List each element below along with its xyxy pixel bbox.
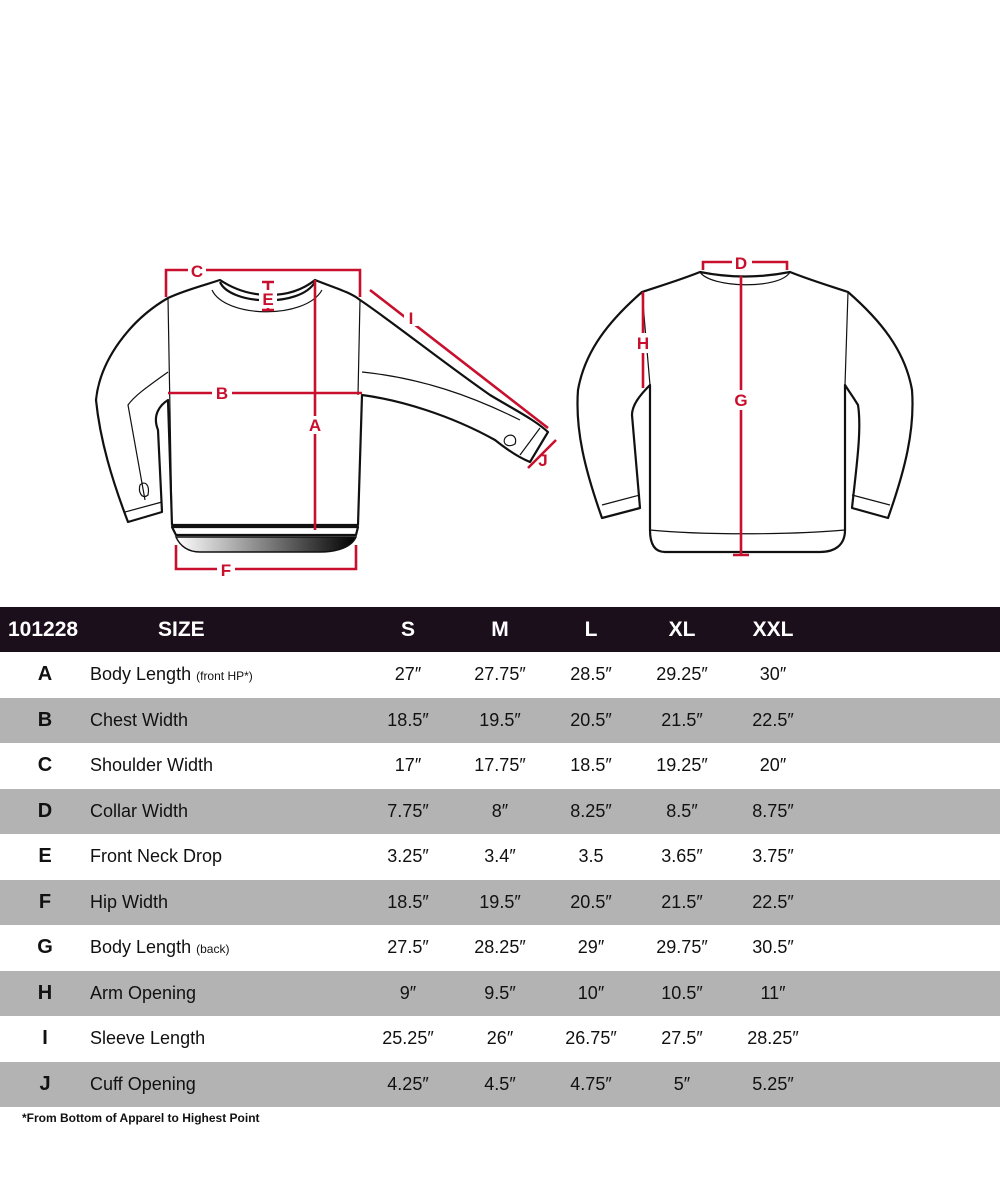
table-header (0, 607, 1000, 652)
table-row (0, 743, 1000, 789)
row-measurement (90, 1016, 205, 1062)
row-value: 3.4″ (484, 846, 516, 866)
row-letter: A (37, 663, 53, 685)
row-letter: I (42, 1027, 48, 1049)
footnote: *From Bottom of Apparel to Highest Point (22, 1111, 260, 1125)
measurement-lines (166, 262, 787, 569)
garment-diagram (0, 240, 1000, 585)
row-letter: D (37, 799, 53, 822)
row-value: 10″ (577, 982, 605, 1003)
row-value: 30″ (759, 664, 787, 684)
row-value: 10.5″ (661, 982, 703, 1003)
row-measurement (90, 925, 229, 973)
row-value: 8″ (491, 800, 509, 821)
measurement-note: (front HP*) (196, 669, 253, 683)
row-value: 29.75″ (656, 937, 708, 957)
row-value: 3.75″ (752, 846, 794, 866)
measurement-name: Front Neck Drop (90, 846, 223, 866)
style-number: 101228 (8, 618, 79, 641)
row-value: 4.25″ (387, 1073, 429, 1094)
row-measurement (90, 698, 188, 744)
row-value: 30.5″ (752, 937, 794, 957)
row-value: 5.25″ (752, 1073, 794, 1094)
measurement-name: Arm Opening (90, 982, 197, 1003)
label-d: D (734, 254, 748, 273)
row-value: 20.5″ (570, 709, 612, 730)
label-f: F (220, 561, 232, 580)
front-hem (172, 527, 358, 535)
table-row (0, 880, 1000, 926)
table-body (0, 652, 1000, 1107)
row-value: 4.75″ (570, 1073, 612, 1094)
row-value: 25.25″ (382, 1028, 434, 1048)
row-value: 3.65″ (661, 846, 703, 866)
measurement-name: Sleeve Length (90, 1028, 206, 1048)
size-col-xxl: XXL (752, 618, 794, 641)
table-row (0, 1016, 1000, 1062)
row-letter: C (37, 754, 53, 776)
measurement-name: Body Length (90, 664, 192, 684)
row-measurement (90, 971, 196, 1017)
row-value: 3.25″ (387, 846, 429, 866)
label-e: E (262, 290, 274, 309)
row-value: 27″ (394, 664, 422, 684)
row-value: 19.5″ (479, 891, 521, 912)
size-chart-table (0, 607, 1000, 1107)
row-value: 9.5″ (484, 982, 516, 1003)
measurement-name: Cuff Opening (90, 1073, 196, 1094)
row-value: 26″ (486, 1028, 514, 1048)
row-measurement (90, 789, 188, 835)
row-value: 19.5″ (479, 709, 521, 730)
measurement-name: Shoulder Width (90, 755, 214, 775)
label-b: B (215, 384, 229, 403)
size-header-label: SIZE (158, 618, 205, 641)
row-value: 28.25″ (747, 1028, 799, 1048)
row-value: 20″ (759, 755, 787, 775)
table-row (0, 1062, 1000, 1108)
row-measurement (90, 880, 168, 926)
row-value: 20.5″ (570, 891, 612, 912)
row-letter: B (37, 708, 53, 731)
row-value: 18.5″ (387, 709, 429, 730)
table-row (0, 652, 1000, 698)
size-col-s: S (400, 618, 415, 641)
row-value: 3.5 (578, 846, 604, 866)
row-measurement (90, 1062, 196, 1108)
row-value: 21.5″ (661, 709, 703, 730)
garment-svg (0, 240, 1000, 585)
row-letter: H (37, 981, 53, 1004)
row-value: 17″ (394, 755, 422, 775)
row-measurement (90, 834, 222, 880)
row-value: 4.5″ (484, 1073, 516, 1094)
label-g: G (734, 391, 748, 410)
row-measurement (90, 652, 253, 700)
size-col-m: M (491, 618, 509, 641)
measurement-note: (back) (196, 942, 230, 956)
label-i: I (408, 309, 414, 328)
row-value: 22.5″ (752, 709, 794, 730)
row-letter: F (38, 890, 52, 913)
row-value: 9″ (399, 982, 417, 1003)
label-c: C (190, 262, 204, 281)
row-value: 27.75″ (474, 664, 526, 684)
back-view (577, 272, 912, 552)
label-j: J (538, 451, 548, 470)
table-row (0, 834, 1000, 880)
size-col-xl: XL (668, 618, 696, 641)
row-letter: J (39, 1072, 51, 1095)
size-col-l: L (584, 618, 598, 641)
measurement-name: Chest Width (90, 709, 189, 730)
row-letter: G (37, 936, 53, 958)
row-value: 28.5″ (570, 664, 612, 684)
back-outline (577, 272, 912, 552)
measurement-name: Body Length (90, 937, 192, 957)
front-hem-shadow (176, 537, 356, 552)
table-row (0, 789, 1000, 835)
row-value: 26.75″ (565, 1028, 617, 1048)
row-value: 29.25″ (656, 664, 708, 684)
row-value: 29″ (577, 937, 605, 957)
row-value: 8.75″ (752, 800, 794, 821)
table-row (0, 698, 1000, 744)
row-value: 21.5″ (661, 891, 703, 912)
row-value: 5″ (673, 1073, 691, 1094)
table-row (0, 925, 1000, 971)
row-value: 18.5″ (387, 891, 429, 912)
table-row (0, 971, 1000, 1017)
row-value: 7.75″ (387, 800, 429, 821)
row-value: 19.25″ (656, 755, 708, 775)
row-value: 28.25″ (474, 937, 526, 957)
row-value: 8.5″ (666, 800, 698, 821)
label-h: H (636, 334, 650, 353)
row-value: 17.75″ (474, 755, 526, 775)
measurement-name: Hip Width (90, 891, 169, 912)
row-measurement (90, 743, 213, 789)
row-value: 22.5″ (752, 891, 794, 912)
front-view (96, 280, 548, 535)
measurement-name: Collar Width (90, 800, 189, 821)
row-value: 8.25″ (570, 800, 612, 821)
row-value: 27.5″ (387, 937, 429, 957)
row-value: 18.5″ (570, 755, 612, 775)
row-value: 27.5″ (661, 1028, 703, 1048)
row-letter: E (38, 845, 52, 867)
row-value: 11″ (760, 982, 786, 1003)
label-a: A (308, 416, 322, 435)
